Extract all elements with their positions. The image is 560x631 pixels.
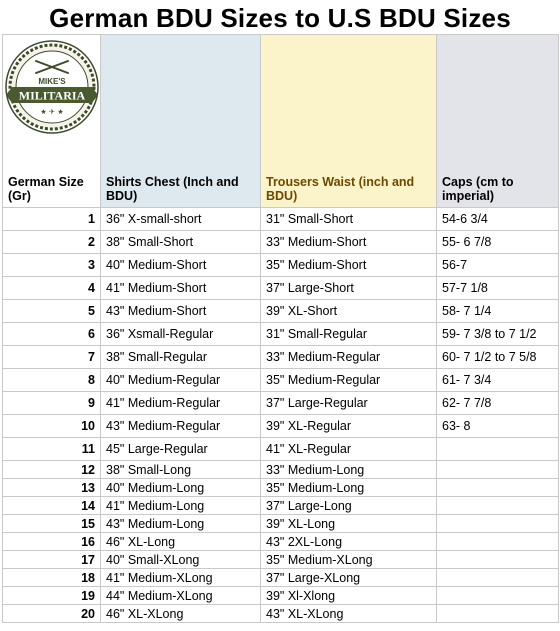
trouser-cell: 33" Medium-Regular: [261, 346, 437, 369]
shirt-cell: 40" Medium-Long: [101, 479, 261, 497]
trouser-cell: 35" Medium-Long: [261, 479, 437, 497]
trouser-cell: 43" 2XL-Long: [261, 533, 437, 551]
shirt-cell: 46" XL-XLong: [101, 605, 261, 623]
table-row: [3, 231, 559, 254]
size-cell: 20: [3, 605, 101, 623]
table-row: [3, 569, 559, 587]
table-row: [3, 346, 559, 369]
table-row: [3, 587, 559, 605]
cap-cell: [437, 587, 559, 605]
size-cell: 15: [3, 515, 101, 533]
trouser-cell: 39" XL-Long: [261, 515, 437, 533]
shirt-cell: 36" Xsmall-Regular: [101, 323, 261, 346]
table-row: [3, 438, 559, 461]
shirt-cell: 40" Medium-Short: [101, 254, 261, 277]
table-row: [3, 461, 559, 479]
cap-cell: 59- 7 3/8 to 7 1/2: [437, 323, 559, 346]
cap-cell: 55- 6 7/8: [437, 231, 559, 254]
shirt-cell: 41" Medium-Long: [101, 497, 261, 515]
table-row: [3, 479, 559, 497]
table-row: [3, 323, 559, 346]
cap-cell: [437, 497, 559, 515]
trouser-cell: 35" Medium-Short: [261, 254, 437, 277]
shirt-cell: 45" Large-Regular: [101, 438, 261, 461]
header-caps-label: Caps (cm to imperial): [442, 175, 514, 203]
trouser-cell: 31" Small-Short: [261, 208, 437, 231]
cap-cell: [437, 551, 559, 569]
header-row: [3, 35, 559, 208]
trouser-cell: 41" XL-Regular: [261, 438, 437, 461]
cap-cell: [437, 569, 559, 587]
size-cell: 11: [3, 438, 101, 461]
cap-cell: 61- 7 3/4: [437, 369, 559, 392]
table-row: [3, 605, 559, 623]
shirt-cell: 43" Medium-Long: [101, 515, 261, 533]
shirt-cell: 41" Medium-Regular: [101, 392, 261, 415]
cap-cell: 60- 7 1/2 to 7 5/8: [437, 346, 559, 369]
size-cell: 19: [3, 587, 101, 605]
shirt-cell: 40" Medium-Regular: [101, 369, 261, 392]
shirt-cell: 38" Small-Regular: [101, 346, 261, 369]
trouser-cell: 33" Medium-Long: [261, 461, 437, 479]
size-cell: 16: [3, 533, 101, 551]
cap-cell: 57-7 1/8: [437, 277, 559, 300]
size-cell: 1: [3, 208, 101, 231]
size-cell: 14: [3, 497, 101, 515]
size-cell: 10: [3, 415, 101, 438]
size-cell: 12: [3, 461, 101, 479]
trouser-cell: 31" Small-Regular: [261, 323, 437, 346]
cap-cell: 62- 7 7/8: [437, 392, 559, 415]
cap-cell: [437, 461, 559, 479]
shirt-cell: 41" Medium-Short: [101, 277, 261, 300]
header-trousers: [261, 35, 437, 208]
size-cell: 18: [3, 569, 101, 587]
header-trousers-label: Trousers Waist (inch and BDU): [266, 175, 415, 203]
cap-cell: [437, 479, 559, 497]
logo-top-text: MIKE'S: [38, 77, 66, 86]
table-row: [3, 392, 559, 415]
trouser-cell: 43" XL-XLong: [261, 605, 437, 623]
trouser-cell: 37" Large-Short: [261, 277, 437, 300]
shirt-cell: 41" Medium-XLong: [101, 569, 261, 587]
size-cell: 17: [3, 551, 101, 569]
size-cell: 7: [3, 346, 101, 369]
trouser-cell: 37" Large-Long: [261, 497, 437, 515]
shirt-cell: 43" Medium-Regular: [101, 415, 261, 438]
table-row: [3, 277, 559, 300]
cap-cell: [437, 605, 559, 623]
size-cell: 5: [3, 300, 101, 323]
shirt-cell: 44" Medium-XLong: [101, 587, 261, 605]
shirt-cell: 38" Small-Short: [101, 231, 261, 254]
page-title: German BDU Sizes to U.S BDU Sizes: [49, 3, 511, 33]
size-conversion-table: [2, 34, 559, 623]
cap-cell: 54-6 3/4: [437, 208, 559, 231]
table-row: [3, 415, 559, 438]
table-row: [3, 208, 559, 231]
trouser-cell: 37" Large-Regular: [261, 392, 437, 415]
header-shirts-label: Shirts Chest (Inch and BDU): [106, 175, 239, 203]
size-cell: 4: [3, 277, 101, 300]
cap-cell: [437, 515, 559, 533]
cap-cell: [437, 438, 559, 461]
table-row: [3, 300, 559, 323]
trouser-cell: 33" Medium-Short: [261, 231, 437, 254]
table-row: [3, 551, 559, 569]
shirt-cell: 46" XL-Long: [101, 533, 261, 551]
trouser-cell: 39" XL-Regular: [261, 415, 437, 438]
cap-cell: 63- 8: [437, 415, 559, 438]
shirt-cell: 36" X-small-short: [101, 208, 261, 231]
shirt-cell: 43" Medium-Short: [101, 300, 261, 323]
header-caps: [437, 35, 559, 208]
size-cell: 9: [3, 392, 101, 415]
table-row: [3, 497, 559, 515]
shirt-cell: 38" Small-Long: [101, 461, 261, 479]
header-german-size-label: German Size (Gr): [8, 175, 84, 203]
table-row: [3, 254, 559, 277]
size-cell: 2: [3, 231, 101, 254]
cap-cell: 58- 7 1/4: [437, 300, 559, 323]
shirt-cell: 40" Small-XLong: [101, 551, 261, 569]
cap-cell: [437, 533, 559, 551]
size-cell: 3: [3, 254, 101, 277]
header-german-size: [3, 35, 101, 208]
header-shirts: [101, 35, 261, 208]
trouser-cell: 39" XL-Short: [261, 300, 437, 323]
logo-main-text: MILITARIA: [18, 88, 86, 103]
trouser-cell: 39" Xl-Xlong: [261, 587, 437, 605]
table-row: [3, 515, 559, 533]
mikes-militaria-logo: [4, 39, 100, 135]
trouser-cell: 37" Large-XLong: [261, 569, 437, 587]
size-cell: 8: [3, 369, 101, 392]
trouser-cell: 35" Medium-XLong: [261, 551, 437, 569]
size-cell: 13: [3, 479, 101, 497]
table-row: [3, 369, 559, 392]
size-cell: 6: [3, 323, 101, 346]
cap-cell: 56-7: [437, 254, 559, 277]
svg-text:★ ✈ ★: ★ ✈ ★: [40, 108, 64, 116]
table-row: [3, 533, 559, 551]
trouser-cell: 35" Medium-Regular: [261, 369, 437, 392]
